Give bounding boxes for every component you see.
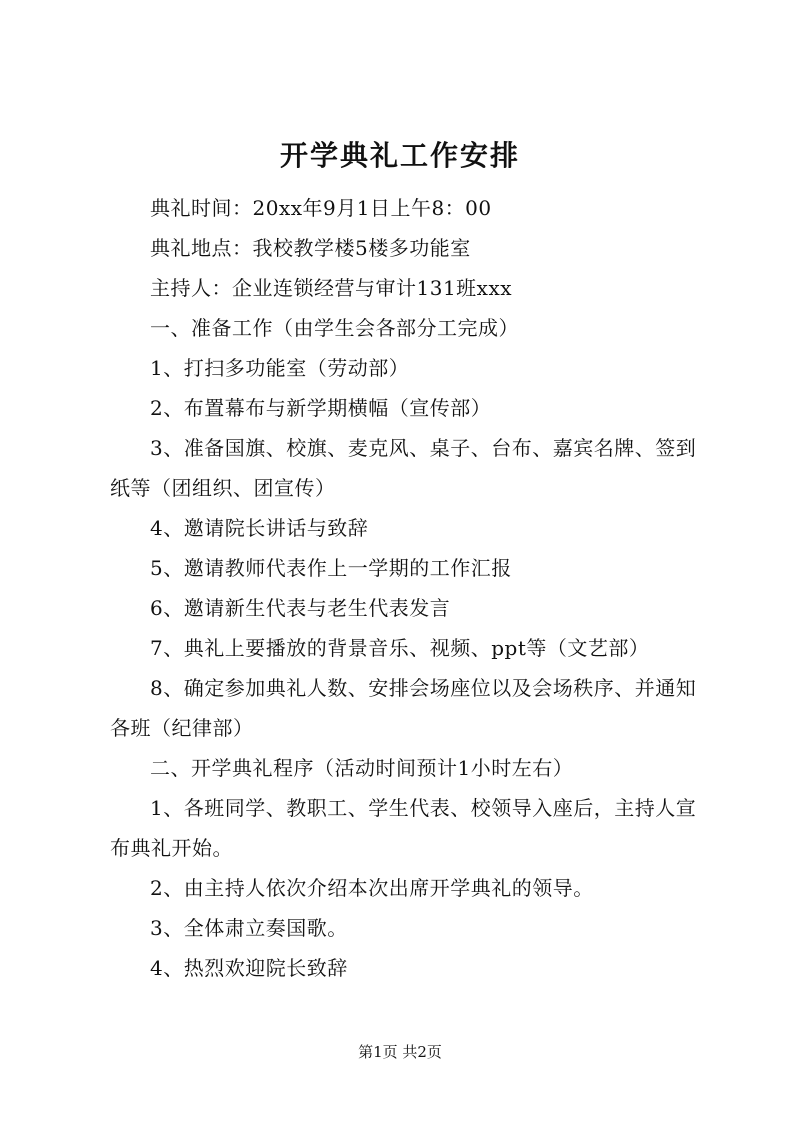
list-item: 2、由主持人依次介绍本次出席开学典礼的领导。 [150, 876, 594, 900]
document-body [110, 188, 705, 988]
list-item: 3、全体肃立奏国歌。 [150, 916, 348, 940]
paragraph-host: 主持人：企业连锁经营与审计131班xxx [150, 276, 513, 300]
document-title: 开学典礼工作安排 [279, 139, 520, 172]
list-item: 2、布置幕布与新学期横幅（宣传部） [150, 396, 492, 420]
list-item: 1、打扫多功能室（劳动部） [150, 356, 410, 380]
paragraph-ceremony-time: 典礼时间：20xx年9月1日上午8：00 [150, 196, 492, 220]
paragraph-ceremony-location: 典礼地点：我校教学楼5楼多功能室 [150, 236, 471, 260]
list-item: 5、邀请教师代表作上一学期的工作汇报 [150, 556, 512, 580]
list-item: 6、邀请新生代表与老生代表发言 [150, 596, 451, 620]
list-item: 4、热烈欢迎院长致辞 [150, 956, 348, 980]
list-item: 8、确定参加典礼人数、安排会场座位以及会场秩序、并通知各班（纪律部） [110, 676, 697, 740]
page-number-footer: 第1页 共2页 [358, 1043, 442, 1061]
list-item: 1、各班同学、教职工、学生代表、校领导入座后，主持人宣布典礼开始。 [110, 796, 697, 860]
list-item: 3、准备国旗、校旗、麦克风、桌子、台布、嘉宾名牌、签到纸等（团组织、团宣传） [110, 436, 697, 500]
list-item: 7、典礼上要播放的背景音乐、视频、ppt等（文艺部） [150, 636, 650, 660]
list-item: 4、邀请院长讲话与致辞 [150, 516, 369, 540]
section-heading-program: 二、开学典礼程序（活动时间预计1小时左右） [150, 756, 574, 780]
section-heading-preparation: 一、准备工作（由学生会各部分工完成） [150, 316, 519, 340]
